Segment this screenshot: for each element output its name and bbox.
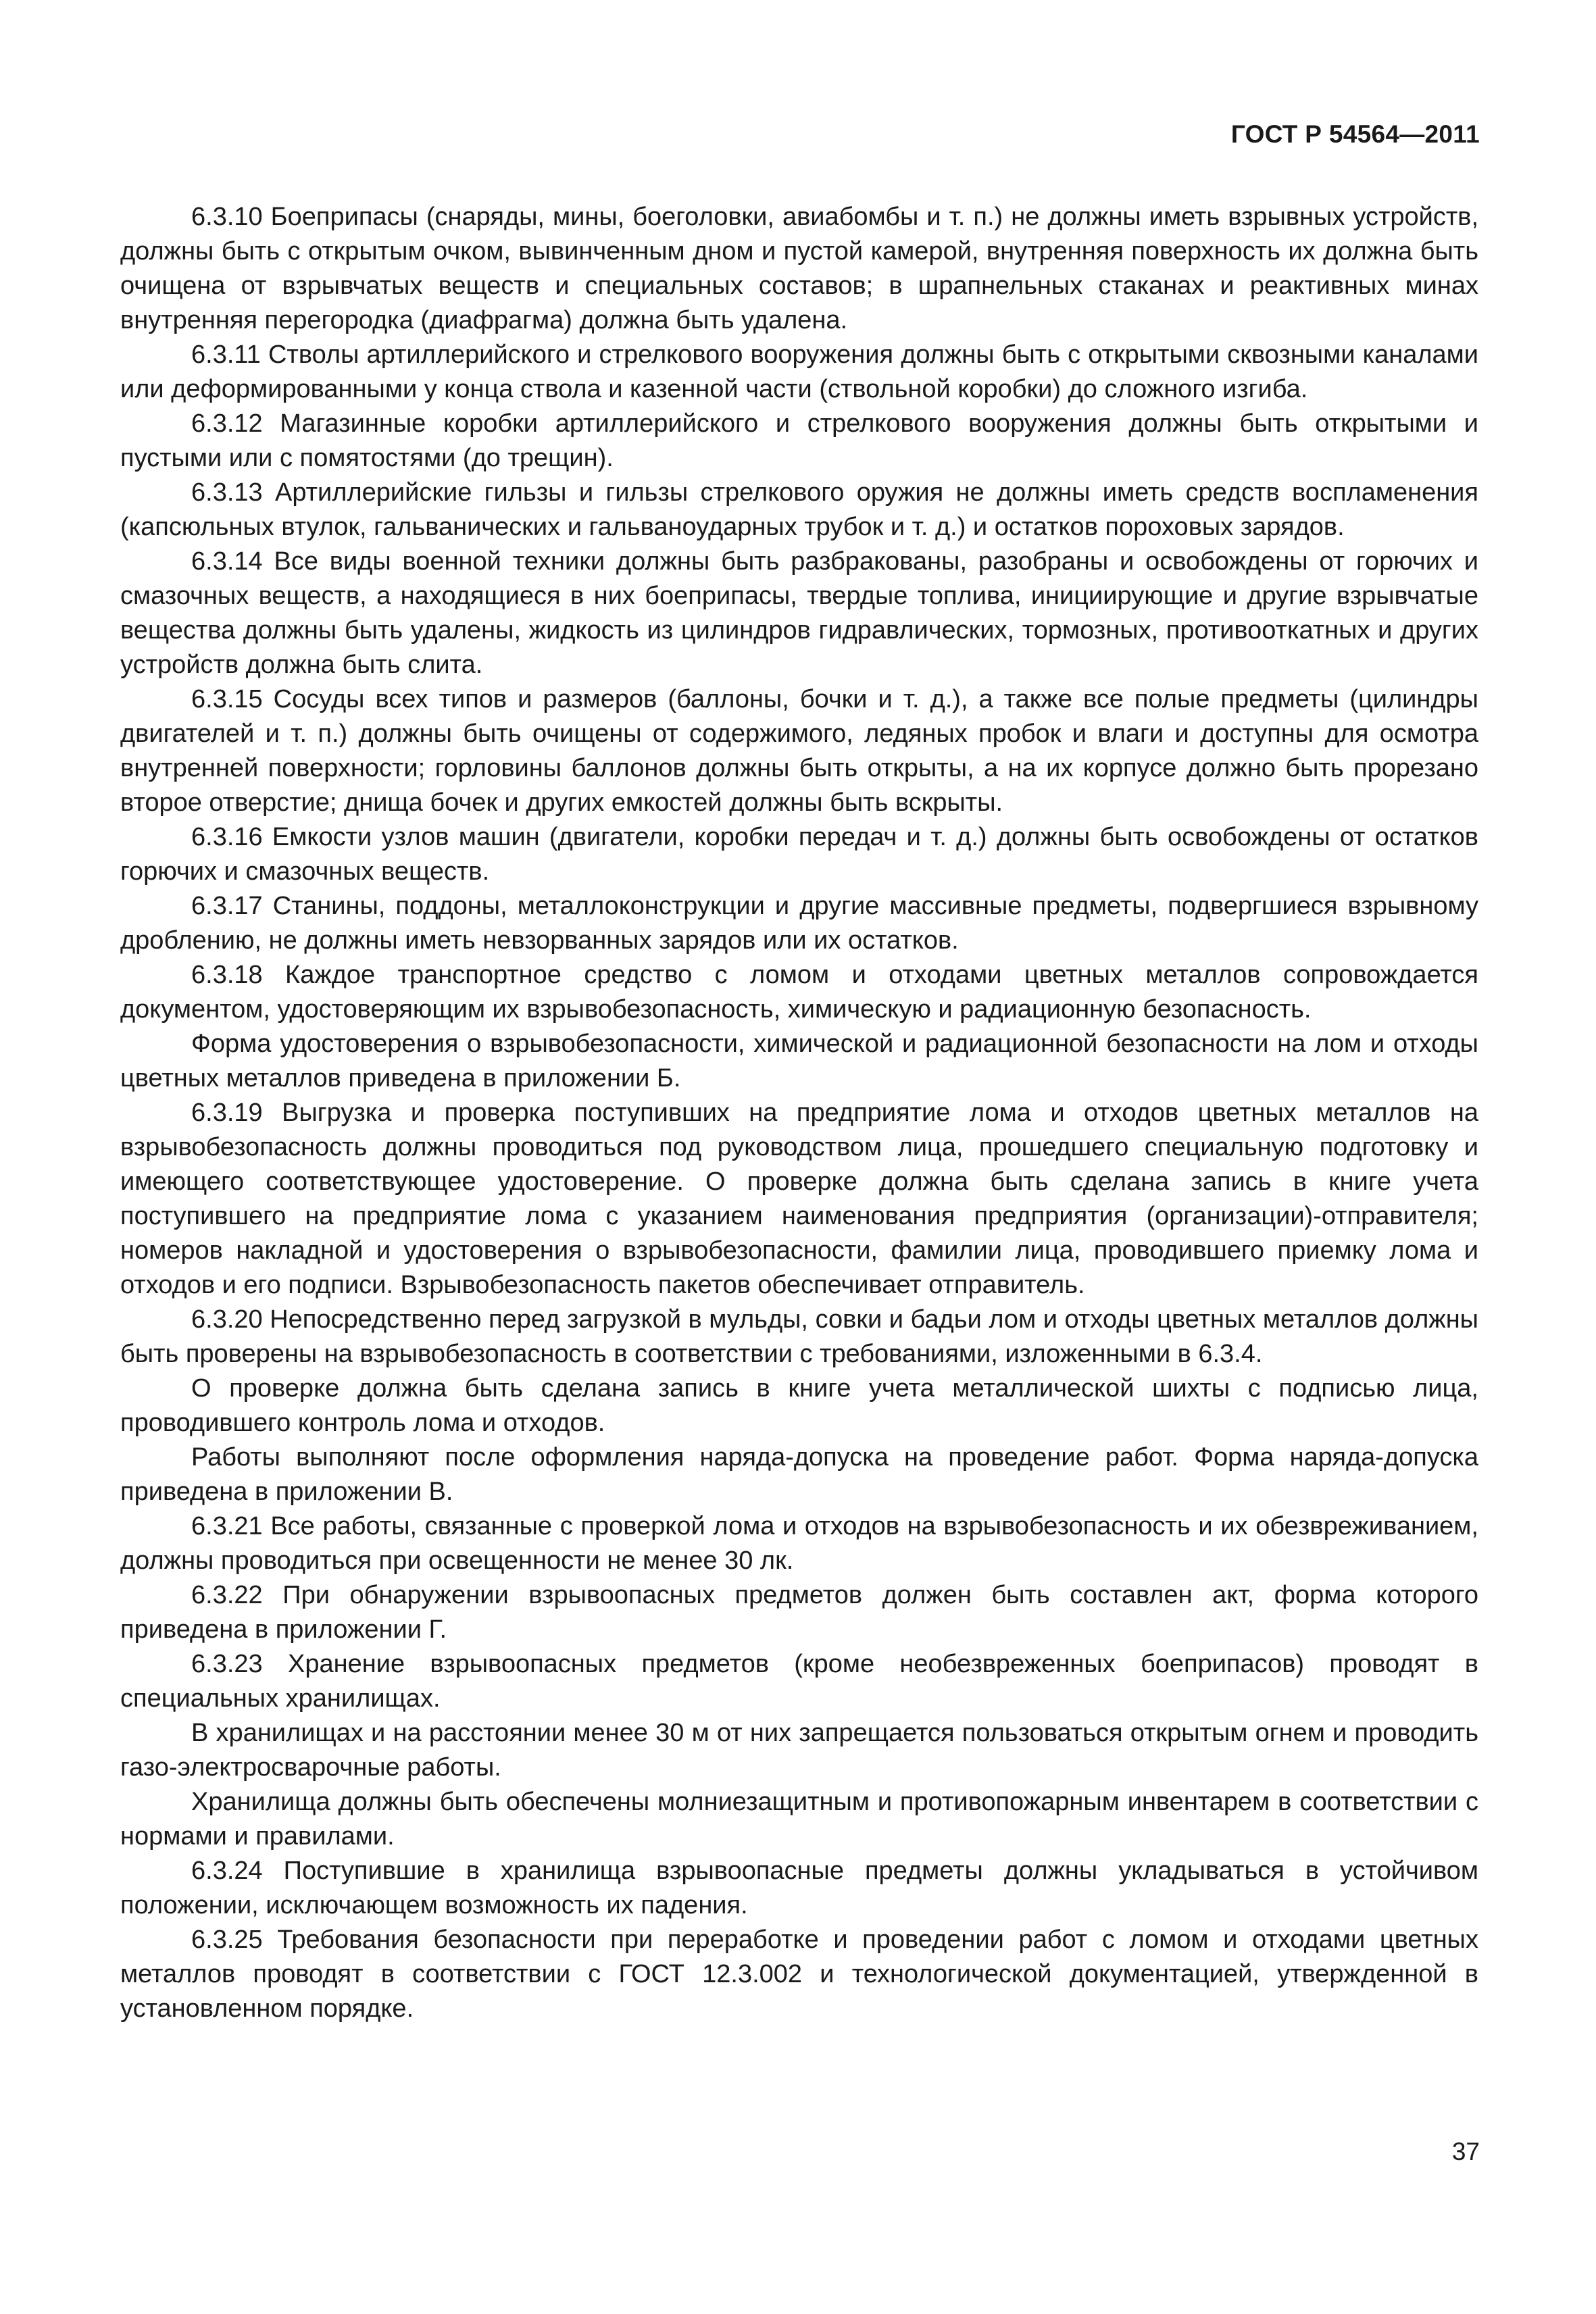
paragraph-6-3-18: 6.3.18 Каждое транспортное средство с ломом и отходами цветных металлов сопровождается документом, удостоверяющим их взрывобезопасность, химическую и радиационную безопасность. bbox=[120, 961, 1478, 1024]
paragraph-6-3-23: 6.3.23 Хранение взрывоопасных предметов (кроме необезвреженных боеприпасов) проводят в специальных хранилищах. bbox=[120, 1650, 1478, 1713]
paragraph-6-3-13: 6.3.13 Артиллерийские гильзы и гильзы стрелкового оружия не должны иметь средств воспламенения (капсюльных втулок, гальванических и гальваноударных трубок и т. д.) и остатков пороховых зарядов. bbox=[120, 478, 1478, 541]
paragraph-6-3-21: 6.3.21 Все работы, связанные с проверкой лома и отходов на взрывобезопасность и их обезвреживанием, должны проводиться при освещенности не менее 30 лк. bbox=[120, 1512, 1478, 1575]
paragraph-6-3-25: 6.3.25 Требования безопасности при переработке и проведении работ с ломом и отходами цветных металлов проводят в соответствии с ГОСТ 12.3.002 и технологической документацией, утвержденной в установленном порядке. bbox=[120, 1926, 1478, 2023]
paragraph-6-3-22: 6.3.22 При обнаружении взрывоопасных предметов должен быть составлен акт, форма которого приведена в приложении Г. bbox=[120, 1581, 1478, 1644]
paragraph-6-3-12: 6.3.12 Магазинные коробки артиллерийского и стрелкового вооружения должны быть открытыми и пустыми или с помятостями (до трещин). bbox=[120, 409, 1478, 472]
paragraph-6-3-10: 6.3.10 Боеприпасы (снаряды, мины, боеголовки, авиабомбы и т. п.) не должны иметь взрывных устройств, должны быть с открытым очком, вывинченным дном и пустой камерой, внутренняя поверхность их должна быть очищена от взрывчатых веществ и специальных составов; в шрапнельных стаканах и реактивных минах внутренняя перегородка (диафрагма) должна быть удалена. bbox=[120, 203, 1478, 334]
paragraph-6-3-18-form: Форма удостоверения о взрывобезопасности, химической и радиационной безопасности на лом и отходы цветных металлов приведена в приложении Б. bbox=[120, 1030, 1478, 1092]
paragraph-6-3-16: 6.3.16 Емкости узлов машин (двигатели, коробки передач и т. д.) должны быть освобождены от остатков горючих и смазочных веществ. bbox=[120, 823, 1478, 886]
document-header: ГОСТ Р 54564—2011 bbox=[1230, 120, 1480, 148]
paragraph-6-3-14: 6.3.14 Все виды военной техники должны быть разбракованы, разобраны и освобождены от горючих и смазочных веществ, а находящиеся в них боеприпасы, твердые топлива, инициирующие и другие взрывчатые вещества должны быть удалены, жидкость из цилиндров гидравлических, тормозных, противооткатных и других устройств должна быть слита. bbox=[120, 547, 1478, 679]
paragraph-6-3-20-record: О проверке должна быть сделана запись в книге учета металлической шихты с подписью лица, проводившего контроль лома и отходов. bbox=[120, 1374, 1478, 1437]
paragraph-6-3-23-fire: В хранилищах и на расстоянии менее 30 м от них запрещается пользоваться открытым огнем и проводить газо-электросварочные работы. bbox=[120, 1719, 1478, 1782]
paragraph-6-3-20: 6.3.20 Непосредственно перед загрузкой в мульды, совки и бадьи лом и отходы цветных металлов должны быть проверены на взрывобезопасность в соответствии с требованиями, изложенными в 6.3.4. bbox=[120, 1305, 1478, 1368]
paragraph-6-3-24: 6.3.24 Поступившие в хранилища взрывоопасные предметы должны укладываться в устойчивом положении, исключающем возможность их падения. bbox=[120, 1857, 1478, 1919]
paragraph-6-3-15: 6.3.15 Сосуды всех типов и размеров (баллоны, бочки и т. д.), а также все полые предметы (цилиндры двигателей и т. п.) должны быть очищены от содержимого, ледяных пробок и влаги и доступны для осмотра внутренней поверхности; горловины баллонов должны быть открыты, а на их корпусе должно быть прорезано второе отверстие; днища бочек и других емкостей должны быть вскрыты. bbox=[120, 685, 1478, 817]
paragraph-6-3-23-equipment: Хранилища должны быть обеспечены молниезащитным и противопожарным инвентарем в соответствии с нормами и правилами. bbox=[120, 1788, 1478, 1851]
paragraph-6-3-20-permit: Работы выполняют после оформления наряда-допуска на проведение работ. Форма наряда-допуска приведена в приложении В. bbox=[120, 1443, 1478, 1506]
document-body bbox=[120, 200, 1478, 2026]
paragraph-6-3-19: 6.3.19 Выгрузка и проверка поступивших на предприятие лома и отходов цветных металлов на взрывобезопасность должны проводиться под руководством лица, прошедшего специальную подготовку и имеющего соответствующее удостоверение. О проверке должна быть сделана запись в книге учета поступившего на предприятие лома с указанием наименования предприятия (организации)-отправителя; номеров накладной и удостоверения о взрывобезопасности, фамилии лица, проводившего приемку лома и отходов и его подписи. Взрывобезопасность пакетов обеспечивает отправитель. bbox=[120, 1099, 1478, 1299]
paragraph-6-3-17: 6.3.17 Станины, поддоны, металлоконструкции и другие массивные предметы, подвергшиеся взрывному дроблению, не должны иметь невзорванных зарядов или их остатков. bbox=[120, 892, 1478, 955]
paragraph-6-3-11: 6.3.11 Стволы артиллерийского и стрелкового вооружения должны быть с открытыми сквозными каналами или деформированными у конца ствола и казенной части (ствольной коробки) до сложного изгиба. bbox=[120, 341, 1478, 403]
page-number: 37 bbox=[1451, 2138, 1480, 2165]
